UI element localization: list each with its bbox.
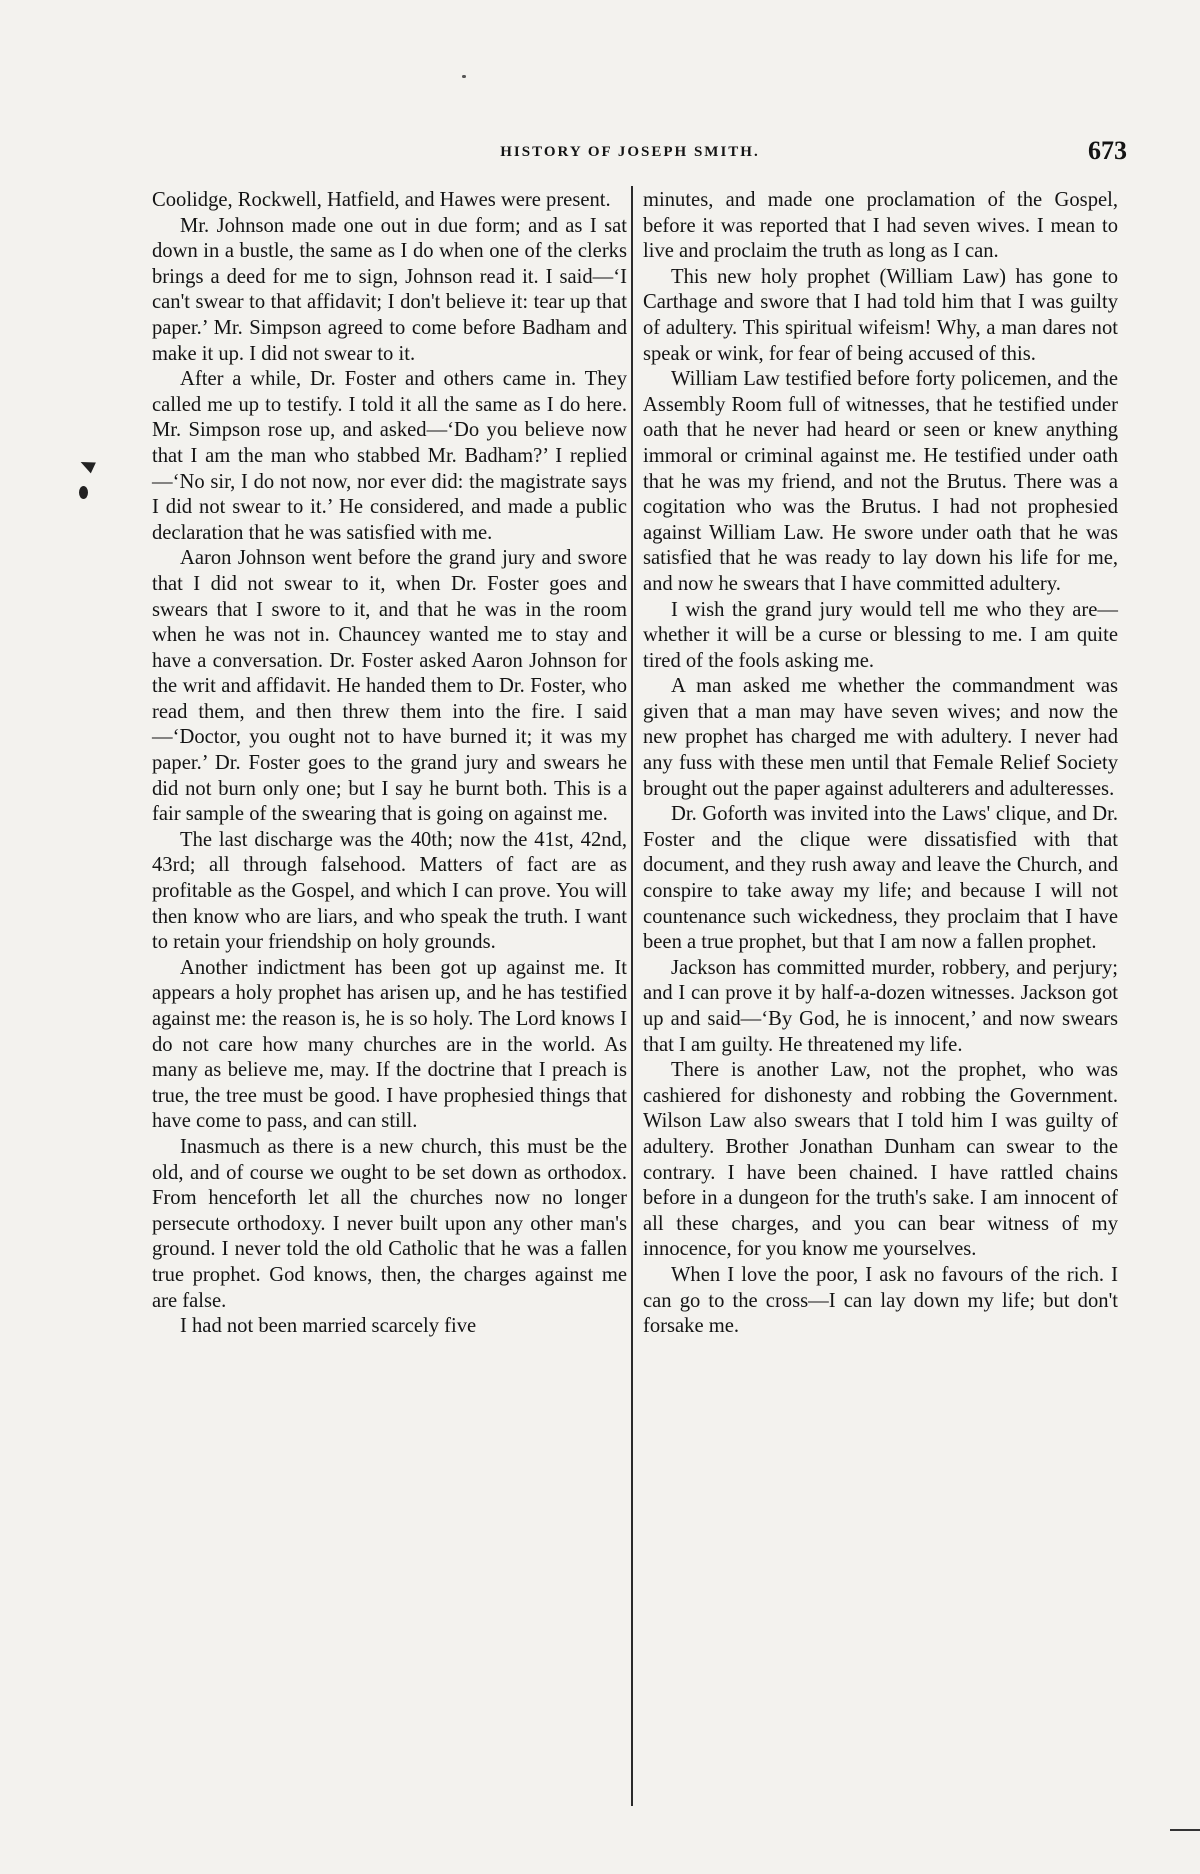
left-column xyxy=(152,188,627,1340)
page-number: 673 xyxy=(1088,136,1127,165)
ink-speck xyxy=(462,75,466,78)
paragraph: After a while, Dr. Foster and others came in. They called me up to testify. I told it all the same as I do here. Mr. Simpson rose up, and asked—‘Do you believe now that I am the man who stabbed Mr. Badham?’ I replied—‘No sir, I do not now, nor ever did: the magistrate says I did not swear to it.’ He considered, and made a public declaration that he was satisfied with me. xyxy=(152,368,627,544)
paragraph: When I love the poor, I ask no favours of the rich. I can go to the cross—I can lay down my life; but don't forsake me. xyxy=(643,1263,1118,1338)
paragraph: There is another Law, not the prophet, who was cashiered for dishonesty and robbing the Government. Wilson Law also swears that I told him I was guilty of adultery. Brother Jonathan Dunham can swear to the contrary. I have been chained. I have rattled chains before in a dungeon for the truth's sake. I am innocent of all these charges, and you can bear witness of my innocence, for you know me yourselves. xyxy=(643,1059,1118,1261)
running-title: HISTORY OF JOSEPH SMITH. xyxy=(500,144,760,160)
paragraph: A man asked me whether the commandment was given that a man may have seven wives; and now the new prophet has charged me with adultery. I never had any fuss with these men until that Female Relief Society brought out the paper against adulterers and adulteresses. xyxy=(643,675,1118,800)
paragraph: Coolidge, Rockwell, Hatfield, and Hawes were present. xyxy=(152,189,611,211)
paragraph: This new holy prophet (William Law) has gone to Carthage and swore that I had told him that I was guilty of adultery. This spiritual wifeism! Why, a man dares not speak or wink, for fear of being accused of this. xyxy=(643,265,1118,365)
paragraph: minutes, and made one proclamation of the Gospel, before it was reported that I had seven wives. I mean to live and proclaim the truth as long as I can. xyxy=(643,189,1118,263)
paragraph: The last discharge was the 40th; now the 41st, 42nd, 43rd; all through falsehood. Matters of fact are as profitable as the Gospel, and which I can prove. You will then know who are liars, and who speak the truth. I want to retain your friendship on holy grounds. xyxy=(152,828,627,954)
paragraph: William Law testified before forty policemen, and the Assembly Room full of witnesses, that he testified under oath that he never had heard or seen or knew anything immoral or criminal against me. He testified under oath that he was my friend, and not the Brutus. There was a cogitation who was the Brutus. I had not prophesied against William Law. He swore under oath that he was satisfied that he was ready to lay down his life for me, and now he swears that I have committed adultery. xyxy=(643,368,1118,595)
margin-ink-dot xyxy=(79,486,88,499)
paragraph: I wish the grand jury would tell me who they are—whether it will be a curse or blessing to me. I am quite tired of the fools asking me. xyxy=(643,598,1118,672)
margin-arrow-mark xyxy=(78,457,96,474)
paragraph: Dr. Goforth was invited into the Laws' clique, and Dr. Foster and the clique were dissatisfied with that document, and they rush away and leave the Church, and conspire to take away my life; and because I will not countenance such wickedness, they proclaim that I have been a true prophet, but that I am now a fallen prophet. xyxy=(643,803,1118,954)
margin-dash-mark xyxy=(1170,1829,1200,1831)
column-divider xyxy=(631,186,633,1806)
paragraph: I had not been married scarcely five xyxy=(180,1315,477,1338)
right-column xyxy=(643,188,1118,1340)
paragraph: Jackson has committed murder, robbery, and perjury; and I can prove it by half-a-dozen witnesses. Jackson got up and said—‘By God, he is innocent,’ and now swears that I am guilty. He threatened my life. xyxy=(643,956,1118,1056)
paragraph: Inasmuch as there is a new church, this must be the old, and of course we ought to be set down as orthodox. From henceforth let all the churches now no longer persecute orthodoxy. I never built upon any other man's ground. I never told the old Catholic that he was a fallen true prophet. God knows, then, the charges against me are false. xyxy=(152,1135,627,1312)
paragraph: Aaron Johnson went before the grand jury and swore that I did not swear to it, when Dr. Foster goes and swears that I swore to it, and that he was in the room when he was not in. Chauncey wanted me to stay and have a conversation. Dr. Foster asked Aaron Johnson for the writ and affidavit. He handed them to Dr. Foster, who read them, and then threw them into the fire. I said—‘Doctor, you ought not to have burned it; it was my paper.’ Dr. Foster goes to the grand jury and swears he did not burn only one; but I say he burnt both. This is a fair sample of the swearing that is going on against me. xyxy=(152,547,627,826)
paragraph: Another indictment has been got up against me. It appears a holy prophet has arisen up, and he has testified against me: the reason is, he is so holy. The Lord knows I do not care how many churches are in the world. As many as believe me, may. If the doctrine that I preach is true, the tree must be good. I have prophesied things that have come to pass, and can still. xyxy=(152,956,627,1133)
paragraph: Mr. Johnson made one out in due form; and as I sat down in a bustle, the same as I do when one of the clerks brings a deed for me to sign, Johnson read it. I said—‘I can't swear to that affidavit; I don't believe it: tear up that paper.’ Mr. Simpson agreed to come before Badham and make it up. I did not swear to it. xyxy=(152,214,627,365)
